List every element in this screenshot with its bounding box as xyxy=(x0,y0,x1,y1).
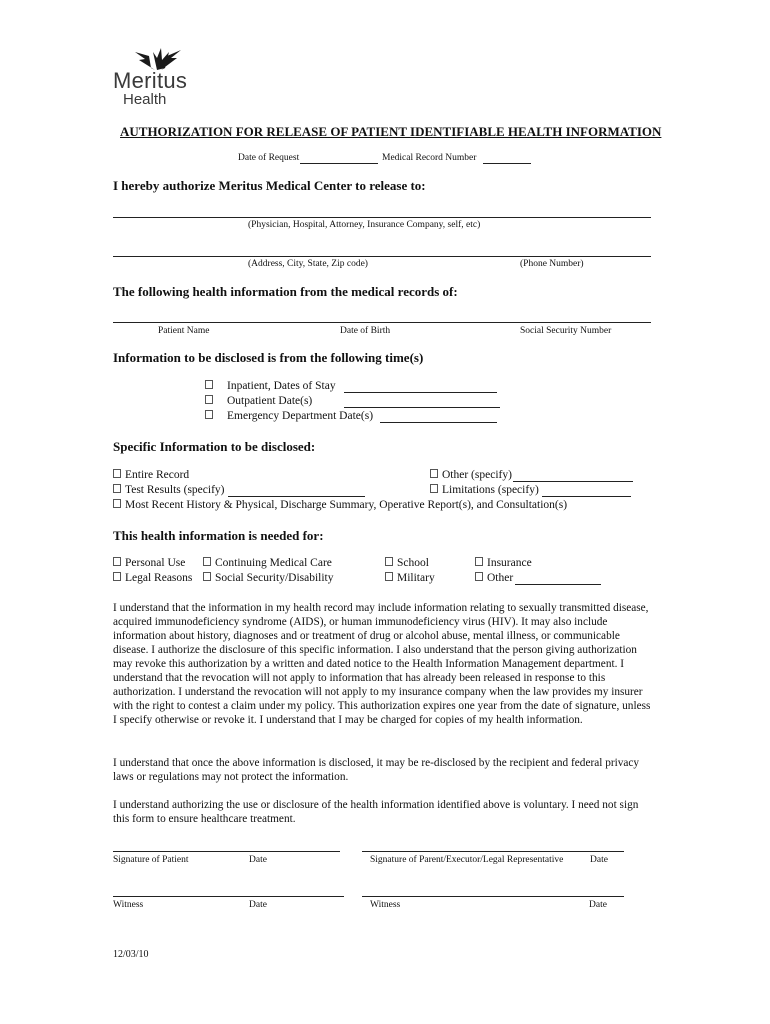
address-caption: (Address, City, State, Zip code) xyxy=(248,259,368,269)
phone-caption: (Phone Number) xyxy=(520,259,584,269)
outpatient-dates-field[interactable] xyxy=(344,407,500,408)
test-results-field[interactable] xyxy=(228,496,365,497)
social-security-checkbox[interactable] xyxy=(203,572,211,581)
patient-info-field[interactable] xyxy=(113,322,651,323)
option-military: Military xyxy=(385,572,435,584)
option-school: School xyxy=(385,557,429,569)
patient-signature-label: Signature of Patient xyxy=(113,855,189,865)
emergency-checkbox[interactable] xyxy=(205,410,213,419)
needed-heading: This health information is needed for: xyxy=(113,528,324,543)
witness-date-label: Date xyxy=(249,900,267,910)
witness-label: Witness xyxy=(113,900,144,910)
date-of-request-field[interactable] xyxy=(300,163,378,164)
legal-reasons-checkbox[interactable] xyxy=(113,572,121,581)
option-inpatient: Inpatient, Dates of Stay xyxy=(205,380,336,392)
option-other-specify: Other (specify) xyxy=(430,469,512,481)
witness2-label: Witness xyxy=(370,900,401,910)
other-specify-field[interactable] xyxy=(513,481,633,482)
logo-name: Meritus xyxy=(113,68,188,93)
disclosure-paragraph: I understand that the information in my health record may include information relating to sexually transmitted disease, acquired immunodeficiency syndrome (AIDS), or human immunodeficiency virus (HIV). It may also include information about history, diagnoses and or treatment of drug or alcohol abuse, mental illness, or communicable disease. I authorize the disclosure of this specific information. I also understand that the person giving authorization may revoke this authorization by a written and dated notice to the Health Information Management department. I understand that the revocation will not apply to information that has already been released in response to this authorization. I understand the revocation will not apply to my insurance company when the law provides my insurer with the right to contest a claim under my policy. This authorization expires one year from the date of signature, unless I specify otherwise or revoke it. I understand that I may be charged for copies of my health information. xyxy=(113,602,651,726)
ssn-caption: Social Security Number xyxy=(520,326,612,336)
recent-history-checkbox[interactable] xyxy=(113,499,121,508)
inpatient-dates-field[interactable] xyxy=(344,392,497,393)
option-outpatient: Outpatient Date(s) xyxy=(205,395,312,407)
patient-signature-field[interactable] xyxy=(113,851,340,852)
other-specify-checkbox[interactable] xyxy=(430,469,438,478)
option-legal-reasons: Legal Reasons xyxy=(113,572,192,584)
inpatient-checkbox[interactable] xyxy=(205,380,213,389)
option-recent-history: Most Recent History & Physical, Discharge Summary, Operative Report(s), and Consultation(s) xyxy=(113,499,567,511)
date-of-request-label: Date of Request xyxy=(238,153,300,163)
option-test-results: Test Results (specify) xyxy=(113,484,224,496)
option-entire-record: Entire Record xyxy=(113,469,189,481)
option-social-security: Social Security/Disability xyxy=(203,572,334,584)
other-purpose-checkbox[interactable] xyxy=(475,572,483,581)
specific-heading: Specific Information to be disclosed: xyxy=(113,439,316,454)
meritus-logo xyxy=(113,46,193,108)
rep-signature-label: Signature of Parent/Executor/Legal Representative xyxy=(370,855,564,865)
mrn-field[interactable] xyxy=(483,163,531,164)
authorize-heading: I hereby authorize Meritus Medical Center to release to: xyxy=(113,178,426,193)
logo-sub: Health xyxy=(123,91,167,108)
continuing-care-checkbox[interactable] xyxy=(203,557,211,566)
outpatient-checkbox[interactable] xyxy=(205,395,213,404)
recipient-caption: (Physician, Hospital, Attorney, Insurance Company, self, etc) xyxy=(248,220,481,230)
emergency-dates-field[interactable] xyxy=(380,422,497,423)
dob-caption: Date of Birth xyxy=(340,326,391,336)
voluntary-paragraph: I understand authorizing the use or disclosure of the health information identified above is voluntary. I need not sign this form to ensure healthcare treatment. xyxy=(113,799,639,825)
rep-signature-field[interactable] xyxy=(362,851,624,852)
option-personal-use: Personal Use xyxy=(113,557,185,569)
insurance-checkbox[interactable] xyxy=(475,557,483,566)
option-continuing-care: Continuing Medical Care xyxy=(203,557,332,569)
personal-use-checkbox[interactable] xyxy=(113,557,121,566)
entire-record-checkbox[interactable] xyxy=(113,469,121,478)
records-heading: The following health information from the medical records of: xyxy=(113,284,458,299)
form-title: AUTHORIZATION FOR RELEASE OF PATIENT IDENTIFIABLE HEALTH INFORMATION xyxy=(120,124,662,139)
limitations-checkbox[interactable] xyxy=(430,484,438,493)
rep-date-label: Date xyxy=(590,855,608,865)
timeframe-heading: Information to be disclosed is from the following time(s) xyxy=(113,350,424,365)
option-insurance: Insurance xyxy=(475,557,532,569)
test-results-checkbox[interactable] xyxy=(113,484,121,493)
patient-date-label: Date xyxy=(249,855,267,865)
form-date: 12/03/10 xyxy=(113,949,149,960)
witness-signature-field[interactable] xyxy=(113,896,344,897)
option-emergency: Emergency Department Date(s) xyxy=(205,410,373,422)
military-checkbox[interactable] xyxy=(385,572,393,581)
address-field[interactable] xyxy=(113,256,651,257)
recipient-field[interactable] xyxy=(113,217,651,218)
witness2-signature-field[interactable] xyxy=(362,896,624,897)
patient-name-caption: Patient Name xyxy=(158,326,210,336)
school-checkbox[interactable] xyxy=(385,557,393,566)
redisclosure-paragraph: I understand that once the above information is disclosed, it may be re-disclosed by the recipient and federal privacy laws or regulations may not protect the information. xyxy=(113,757,640,783)
limitations-field[interactable] xyxy=(542,496,631,497)
mrn-label: Medical Record Number xyxy=(382,153,477,163)
other-purpose-field[interactable] xyxy=(515,584,601,585)
option-limitations: Limitations (specify) xyxy=(430,484,539,496)
option-other-purpose: Other xyxy=(475,572,513,584)
witness2-date-label: Date xyxy=(589,900,607,910)
